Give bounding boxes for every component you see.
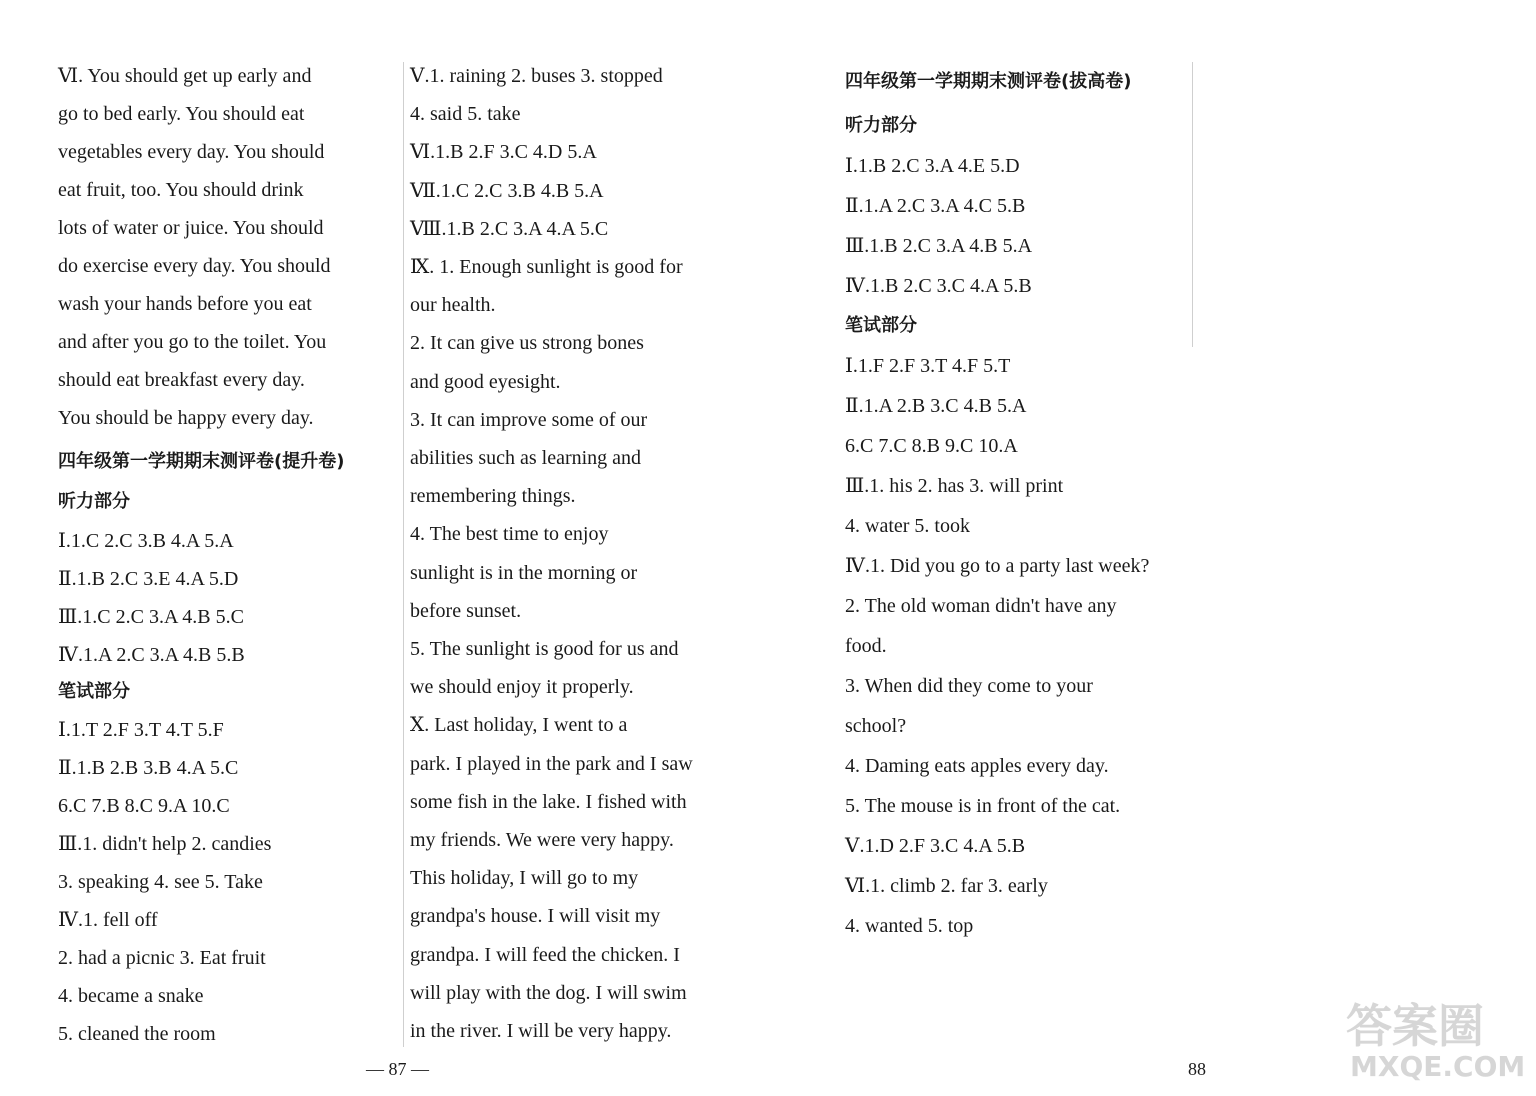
answer-line: 6.C 7.C 8.B 9.C 10.A xyxy=(845,435,1018,457)
answer-line: Ⅲ.1. didn't help 2. candies xyxy=(58,833,272,855)
answer-line: Ⅵ.1.B 2.F 3.C 4.D 5.A xyxy=(410,141,597,164)
answer-line: Ⅱ.1.B 2.B 3.B 4.A 5.C xyxy=(58,757,239,779)
section-heading: 四年级第一学期期末测评卷(提升卷) xyxy=(58,451,345,472)
answer-line: grandpa's house. I will visit my xyxy=(410,905,661,928)
answer-line: Ⅰ.1.B 2.C 3.A 4.E 5.D xyxy=(845,155,1020,177)
answer-line: will play with the dog. I will swim xyxy=(410,981,687,1004)
answer-line: food. xyxy=(845,635,887,657)
written-title: 笔试部分 xyxy=(58,681,130,702)
answer-line: 2. had a picnic 3. Eat fruit xyxy=(58,947,266,969)
answer-line: Ⅱ.1.A 2.B 3.C 4.B 5.A xyxy=(845,395,1027,417)
answer-line: Ⅳ.1.B 2.C 3.C 4.A 5.B xyxy=(845,275,1032,297)
answer-line: 5. The mouse is in front of the cat. xyxy=(845,795,1121,817)
answer-line: Ⅲ.1.B 2.C 3.A 4.B 5.A xyxy=(845,235,1033,257)
answer-line: our health. xyxy=(410,294,496,317)
answer-line: 5. The sunlight is good for us and xyxy=(410,638,679,660)
answer-line: Ⅶ.1.C 2.C 3.B 4.B 5.A xyxy=(410,179,604,202)
answer-line: Ⅰ.1.C 2.C 3.B 4.A 5.A xyxy=(58,530,234,552)
answer-line: Ⅴ.1. raining 2. buses 3. stopped xyxy=(410,65,663,87)
page-number-left: — 87 — xyxy=(366,1059,429,1079)
answer-line: 4. wanted 5. top xyxy=(845,915,974,937)
answer-line: 3. When did they come to your xyxy=(845,675,1093,697)
answer-line: school? xyxy=(845,715,907,737)
answer-line: Ⅸ. 1. Enough sunlight is good for xyxy=(410,256,683,278)
answer-line: Ⅲ.1. his 2. has 3. will print xyxy=(845,475,1064,497)
written-title: 笔试部分 xyxy=(845,315,917,336)
answer-line: This holiday, I will go to my xyxy=(410,867,639,890)
answer-line: remembering things. xyxy=(410,485,576,508)
answer-line: abilities such as learning and xyxy=(410,447,642,469)
answer-line: Ⅰ.1.T 2.F 3.T 4.T 5.F xyxy=(58,719,224,741)
answer-line: grandpa. I will feed the chicken. I xyxy=(410,943,680,966)
section-heading: 四年级第一学期期末测评卷(拔高卷) xyxy=(845,71,1132,92)
answer-line: some fish in the lake. I fished with xyxy=(410,790,687,813)
answer-line: 2. The old woman didn't have any xyxy=(845,595,1117,617)
answer-line: 2. It can give us strong bones xyxy=(410,332,644,355)
answer-line: 3. It can improve some of our xyxy=(410,408,648,431)
answer-line: my friends. We were very happy. xyxy=(410,829,674,851)
answer-line: park. I played in the park and I saw xyxy=(410,752,693,775)
answer-line: we should enjoy it properly. xyxy=(410,676,634,699)
answer-line: Ⅵ.1. climb 2. far 3. early xyxy=(845,875,1048,897)
column-divider xyxy=(403,62,404,1047)
answer-line: Ⅳ.1. Did you go to a party last week? xyxy=(845,555,1150,577)
answer-line: Ⅹ. Last holiday, I went to a xyxy=(410,714,628,737)
essay-line: do exercise every day. You should xyxy=(58,255,331,277)
answer-line: 4. The best time to enjoy xyxy=(410,523,609,546)
answer-line: Ⅲ.1.C 2.C 3.A 4.B 5.C xyxy=(58,606,244,628)
answer-line: 4. said 5. take xyxy=(410,103,521,126)
answer-line: sunlight is in the morning or xyxy=(410,561,638,584)
answer-line: 5. cleaned the room xyxy=(58,1023,216,1045)
answer-line: Ⅷ.1.B 2.C 3.A 4.A 5.C xyxy=(410,217,609,240)
listening-title: 听力部分 xyxy=(845,115,917,136)
answer-line: 6.C 7.B 8.C 9.A 10.C xyxy=(58,795,230,817)
page-number-right: 88 xyxy=(1188,1059,1206,1079)
answer-line: Ⅳ.1. fell off xyxy=(58,909,158,931)
answer-line: Ⅴ.1.D 2.F 3.C 4.A 5.B xyxy=(845,835,1026,857)
essay-line: Ⅵ. You should get up early and xyxy=(58,65,312,87)
answer-line: Ⅱ.1.A 2.C 3.A 4.C 5.B xyxy=(845,195,1026,217)
watermark-logo: 答案圈 xyxy=(1346,999,1484,1053)
answer-line: before sunset. xyxy=(410,599,522,622)
essay-line: go to bed early. You should eat xyxy=(58,103,305,125)
column-divider xyxy=(1192,62,1193,347)
watermark-site: MXQE.COM xyxy=(1350,1050,1526,1083)
essay-line: You should be happy every day. xyxy=(58,407,314,429)
answer-line: 4. water 5. took xyxy=(845,515,970,537)
answer-line: 4. became a snake xyxy=(58,985,204,1007)
essay-line: wash your hands before you eat xyxy=(58,293,312,315)
answer-line: and good eyesight. xyxy=(410,370,561,393)
listening-title: 听力部分 xyxy=(58,491,130,512)
answer-line: Ⅱ.1.B 2.C 3.E 4.A 5.D xyxy=(58,568,239,590)
essay-line: eat fruit, too. You should drink xyxy=(58,179,304,201)
answer-line: Ⅳ.1.A 2.C 3.A 4.B 5.B xyxy=(58,644,245,666)
essay-line: should eat breakfast every day. xyxy=(58,369,305,391)
answer-line: 3. speaking 4. see 5. Take xyxy=(58,871,263,893)
answer-line: in the river. I will be very happy. xyxy=(410,1020,672,1042)
essay-line: lots of water or juice. You should xyxy=(58,217,324,239)
answer-line: Ⅰ.1.F 2.F 3.T 4.F 5.T xyxy=(845,355,1011,377)
answer-line: 4. Daming eats apples every day. xyxy=(845,755,1109,777)
essay-line: vegetables every day. You should xyxy=(58,141,325,163)
essay-line: and after you go to the toilet. You xyxy=(58,331,327,353)
